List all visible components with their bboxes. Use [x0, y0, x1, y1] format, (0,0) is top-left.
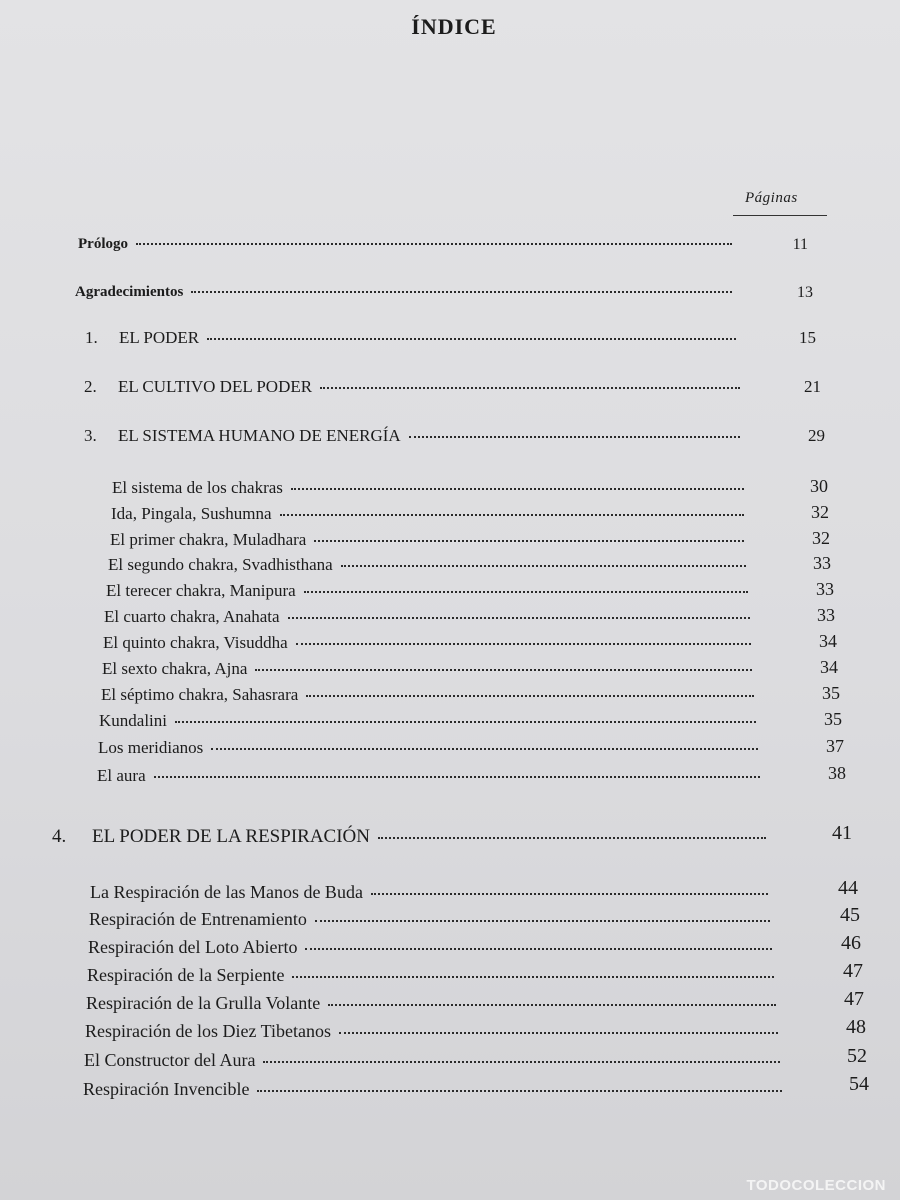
toc-entry-page: 32 — [811, 502, 829, 522]
toc-entry-page: 11 — [792, 236, 808, 253]
toc-entry-page: 34 — [820, 657, 838, 677]
toc-subentry — [104, 607, 756, 627]
toc-subentry — [85, 1021, 784, 1042]
dot-leader — [280, 514, 744, 516]
toc-entry-title: El aura — [97, 766, 146, 785]
dot-leader — [211, 748, 758, 750]
toc-entry-page: 54 — [849, 1073, 869, 1095]
dot-leader — [409, 436, 740, 438]
toc-entry-page: 32 — [812, 528, 830, 548]
toc-subentry — [106, 581, 754, 601]
toc-subentry — [84, 1050, 786, 1071]
toc-entry-title: Prólogo — [78, 236, 128, 252]
toc-chapter-number: 4. — [52, 826, 67, 847]
toc-entry-page: 48 — [846, 1016, 866, 1038]
toc-entry-page: 33 — [813, 553, 831, 573]
toc-entry-title: El sexto chakra, Ajna — [102, 659, 248, 678]
toc-entry-page: 30 — [810, 476, 828, 496]
toc-entry-page: 38 — [828, 763, 846, 783]
toc-subentry — [112, 478, 750, 498]
toc-entry-title: Respiración Invencible — [83, 1079, 250, 1099]
toc-entry-title: El séptimo chakra, Sahasrara — [101, 685, 299, 704]
toc-entry-page: 46 — [841, 932, 861, 954]
toc-subentry — [89, 909, 776, 930]
toc-entry-title: Los meridianos — [98, 738, 204, 757]
toc-entry-title: EL CULTIVO DEL PODER — [118, 377, 313, 396]
toc-subentry — [103, 633, 757, 653]
dot-leader — [371, 893, 768, 895]
toc-entry-title: Respiración del Loto Abierto — [88, 937, 298, 957]
toc-entry-title: El sistema de los chakras — [112, 478, 283, 497]
toc-subentry — [101, 685, 760, 705]
toc-entry-title: Respiración de la Grulla Volante — [86, 993, 321, 1013]
toc-subentry — [108, 555, 752, 575]
dot-leader — [288, 617, 750, 619]
toc-subentry — [87, 965, 780, 986]
toc-entry-page: 35 — [822, 683, 840, 703]
dot-leader — [305, 948, 772, 950]
dot-leader — [263, 1061, 780, 1063]
dot-leader — [341, 565, 746, 567]
toc-entry-title: Respiración de Entrenamiento — [89, 909, 307, 929]
dot-leader — [136, 243, 732, 245]
toc-subentry — [88, 937, 778, 958]
toc-entry-page: 29 — [808, 426, 825, 445]
dot-leader — [314, 540, 744, 542]
toc-entry-page: 45 — [840, 904, 860, 926]
dot-leader — [296, 643, 751, 645]
toc-chapter-number: 1. — [85, 328, 98, 347]
toc-entry-title: La Respiración de las Manos de Buda — [90, 882, 363, 902]
toc-subentry — [97, 766, 766, 786]
toc-entry-page: 34 — [819, 631, 837, 651]
toc-entry-page: 52 — [847, 1045, 867, 1067]
toc-chapter-3 — [84, 426, 746, 446]
toc-entry-title: El cuarto chakra, Anahata — [104, 607, 280, 626]
toc-entry-title: Respiración de los Diez Tibetanos — [85, 1021, 331, 1041]
toc-entry-title: El terecer chakra, Manipura — [106, 581, 296, 600]
dot-leader — [175, 721, 756, 723]
toc-chapter-number: 2. — [84, 377, 97, 396]
dot-leader — [320, 387, 740, 389]
toc-entry-prologo — [78, 236, 738, 253]
toc-entry-page: 15 — [799, 328, 816, 347]
dot-leader — [306, 695, 754, 697]
toc-entry-page: 35 — [824, 709, 842, 729]
toc-subentry — [86, 993, 782, 1014]
toc-chapter-number: 3. — [84, 426, 97, 445]
dot-leader — [191, 291, 732, 293]
dot-leader — [207, 338, 736, 340]
toc-entry-title: Kundalini — [99, 711, 167, 730]
toc-entry-agradecimientos — [75, 284, 738, 301]
toc-subentry — [99, 711, 762, 731]
toc-entry-title: Ida, Pingala, Sushumna — [111, 504, 272, 523]
toc-subentry — [83, 1079, 788, 1100]
dot-leader — [291, 488, 744, 490]
toc-entry-page: 21 — [804, 377, 821, 396]
toc-entry-title: El primer chakra, Muladhara — [110, 530, 307, 549]
toc-chapter-4 — [52, 826, 772, 848]
dot-leader — [328, 1004, 776, 1006]
dot-leader — [339, 1032, 778, 1034]
dot-leader — [292, 976, 774, 978]
page-title: ÍNDICE — [411, 14, 497, 39]
toc-subentry — [110, 530, 750, 550]
dot-leader — [154, 776, 760, 778]
toc-chapter-1 — [85, 328, 742, 348]
toc-entry-page: 47 — [843, 960, 863, 982]
dot-leader — [378, 837, 766, 839]
dot-leader — [257, 1090, 782, 1092]
toc-entry-title: Agradecimientos — [75, 284, 184, 300]
dot-leader — [255, 669, 752, 671]
toc-subentry — [111, 504, 750, 524]
dot-leader — [315, 920, 770, 922]
toc-entry-page: 37 — [826, 736, 844, 756]
toc-subentry — [102, 659, 758, 679]
toc-entry-title: El segundo chakra, Svadhisthana — [108, 555, 333, 574]
pages-column-rule — [733, 215, 827, 216]
watermark-logo: TODOCOLECCION — [746, 1177, 886, 1194]
dot-leader — [304, 591, 748, 593]
toc-entry-page: 44 — [838, 877, 858, 899]
toc-entry-title: El quinto chakra, Visuddha — [103, 633, 288, 652]
toc-subentry — [90, 882, 774, 903]
pages-column-label: Páginas — [745, 190, 798, 206]
toc-entry-page: 33 — [816, 579, 834, 599]
toc-entry-page: 33 — [817, 605, 835, 625]
toc-subentry — [98, 738, 764, 758]
toc-entry-page: 13 — [797, 284, 813, 301]
toc-entry-title: EL SISTEMA HUMANO DE ENERGÍA — [118, 426, 401, 445]
toc-entry-title: Respiración de la Serpiente — [87, 965, 285, 985]
toc-entry-page: 47 — [844, 988, 864, 1010]
toc-entry-title: El Constructor del Aura — [84, 1050, 256, 1070]
toc-chapter-2 — [84, 377, 746, 397]
toc-entry-title: EL PODER DE LA RESPIRACIÓN — [92, 826, 370, 847]
toc-entry-page: 41 — [832, 822, 852, 844]
toc-entry-title: EL PODER — [119, 328, 200, 347]
